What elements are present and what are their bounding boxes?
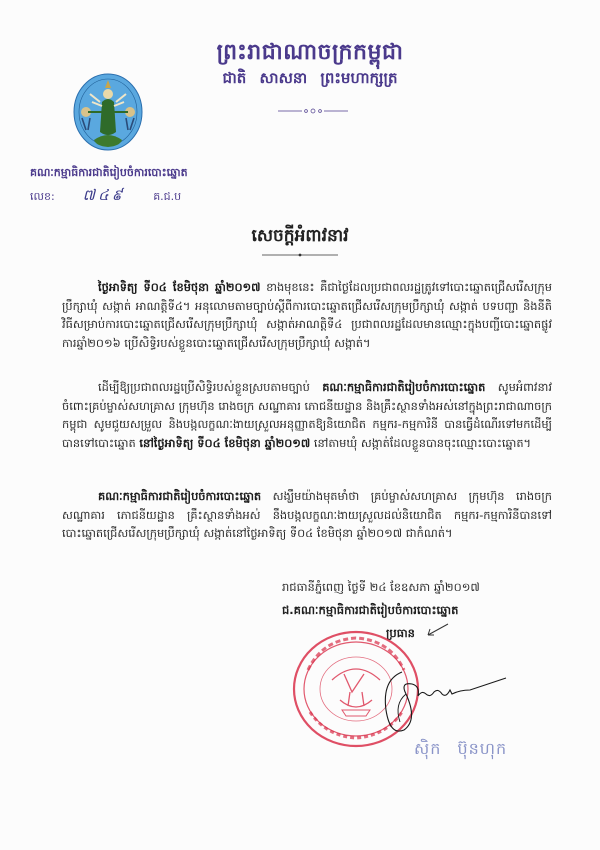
handwritten-signature-icon [360, 660, 510, 740]
heading-ornament-icon [278, 108, 348, 114]
reference-number-value: ៧៤៩ [82, 186, 126, 204]
paragraph-2-tail: នៅតាមឃុំ សង្កាត់ដែលខ្លួនបានចុះឈ្មោះបោះឆ្នោត។ [310, 435, 532, 450]
place-date: រាជធានីភ្នំពេញ ថ្ងៃទី ២៤ ខែឧសភា ឆ្នាំ២០១៧ [282, 580, 480, 594]
paragraph-1 [62, 278, 552, 352]
signer-position: ប្រធាន [386, 626, 415, 640]
title-ornament-icon [262, 253, 338, 257]
signing-organization: ជ.គណៈកម្មាធិការជាតិរៀបចំការបោះឆ្នោត [282, 603, 459, 617]
paragraph-1-text: ខាងមុខនេះ គឺជាថ្ងៃដែលប្រជាពលរដ្ឋត្រូវទៅបោះឆ្នោតជ្រើសរើសក្រុមប្រឹក្សាឃុំ សង្កាត់ អាណត្តិទី៤។ អនុលោមតាមច្បាប់ស្តីពីការបោះឆ្នោតជ្រើសរើសក្រុមប្រឹក្សាឃុំ សង្កាត់ បទបញ្ជា និងនីតិវិធីសម្រាប់ការបោះឆ្នោតជ្រើសរើសក្រុមប្រឹក្សាឃុំ សង្កាត់អាណត្តិទី៤ ប្រជាពលរដ្ឋដែលមានឈ្មោះក្នុងបញ្ជីបោះឆ្នោតផ្លូវការឆ្នាំ២០១៦ ប្រើសិទ្ធិរបស់ខ្លួនបោះឆ្នោតជ្រើសរើសក្រុមប្រឹក្សាឃុំ សង្កាត់។ [62, 280, 552, 350]
reference-number [30, 186, 181, 208]
paragraph-2-date: នៅថ្ងៃអាទិត្យ ទី០៤ ខែមិថុនា ឆ្នាំ២០១៧ [139, 435, 311, 450]
paragraph-3-text: សង្ឃឹមយ៉ាងមុតមាំថា គ្រប់ម្ចាស់សហគ្រាស ក្រុមហ៊ុន រោងចក្រ សណ្ឋាគារ ភោជនីយដ្ឋាន គ្រឹះស្ថានទាំងអស់ នឹងបង្កលក្ខណៈងាយស្រួលដល់និយោជិត កម្មករ-កម្មការិនីបានទៅបោះឆ្នោតជ្រើសរើសក្រុមប្រឹក្សាឃុំ សង្កាត់នៅថ្ងៃអាទិត្យ ទី០៤ ខែមិថុនា ឆ្នាំ២០១៧ ជាកំណត់។ [62, 489, 552, 540]
motto-line: ជាតិ សាសនា ព្រះមហាក្សត្រ [222, 69, 398, 87]
reference-suffix: គ.ជ.ប [153, 190, 182, 203]
paragraph-3-org: គណៈកម្មាធិការជាតិរៀបចំការបោះឆ្នោត [98, 489, 262, 503]
paragraph-3 [62, 487, 552, 543]
paragraph-2 [62, 378, 552, 452]
arrow-icon [424, 622, 450, 638]
paragraph-2-middle: សូមអំពាវនាវចំពោះគ្រប់ម្ចាស់សហគ្រាស ក្រុមហ៊ុន រោងចក្រ សណ្ឋាគារ ភោជនីយដ្ឋាន និងគ្រឹះស្ថានទាំងអស់នៅក្នុងព្រះរាជាណាចក្រកម្ពុជា សូមជួយសម្រួល និងបង្កលក្ខណៈងាយស្រួលអនុញ្ញាតឱ្យនិយោជិត កម្មករ-កម្មការិនី បានធ្វើដំណើរទៅមកដើម្បីបានទៅបោះឆ្នោត [62, 380, 552, 450]
paragraph-2-lead: ដើម្បីឱ្យប្រជាពលរដ្ឋប្រើសិទ្ធិរបស់ខ្លួនស្របតាមច្បាប់ [98, 380, 323, 394]
paragraph-2-org: គណៈកម្មាធិការជាតិរៀបចំការបោះឆ្នោត [322, 380, 486, 394]
kingdom-line: ព្រះរាជាណាចក្រកម្ពុជា [216, 40, 404, 65]
signer-name: ស៊ិក ប៊ុនហុក [414, 739, 508, 758]
reference-label: លេខ: [30, 190, 55, 203]
organization-name: គណៈកម្មាធិការជាតិរៀបចំការបោះឆ្នោត [30, 166, 188, 179]
nec-emblem-icon [72, 72, 144, 154]
document-title: សេចក្តីអំពាវនាវ [251, 226, 349, 246]
kingdom-heading [210, 40, 410, 88]
paragraph-1-date: ថ្ងៃអាទិត្យ ទី០៤ ខែមិថុនា ឆ្នាំ២០១៧ [98, 280, 261, 294]
